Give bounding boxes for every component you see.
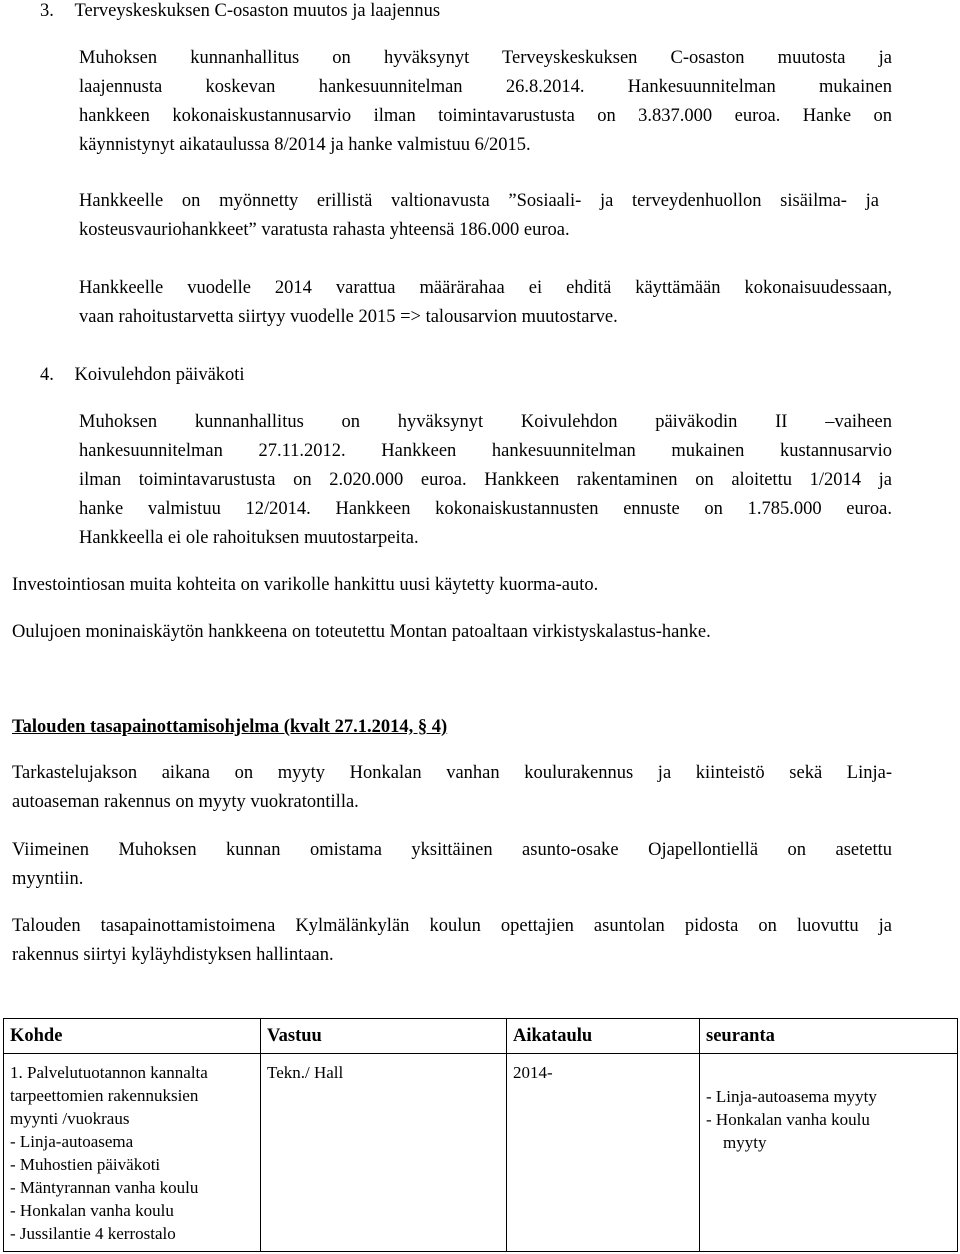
kohde-line: - Mäntyrannan vanha koulu <box>10 1178 199 1197</box>
text-line: käynnistynyt aikataulussa 8/2014 ja hanke valmistuu 6/2015. <box>79 135 531 155</box>
section-4-title: Koivulehdon päiväkoti <box>74 365 245 385</box>
cell-seuranta <box>700 1054 958 1252</box>
text-line: Hankkeelle on myönnetty erillistä valtionavusta ”Sosiaali- ja terveydenhuollon sisäilma- ja <box>79 191 879 211</box>
text-line: hankesuunnitelman 27.11.2012. Hankkeen hankesuunnitelman mukainen kustannusarvio <box>79 441 892 461</box>
table-header-row <box>4 1019 958 1054</box>
text-line: hankkeen kokonaiskustannusarvio ilman toimintavarustusta on 3.837.000 euroa. Hanke on <box>79 106 892 126</box>
aikataulu-value: 2014- <box>513 1063 553 1082</box>
kohde-line: - Honkalan vanha koulu <box>10 1201 174 1220</box>
header-vastuu: Vastuu <box>261 1019 507 1054</box>
text-line: vaan rahoitustarvetta siirtyy vuodelle 2015 => talousarvion muutostarve. <box>79 307 618 327</box>
text-line: hanke valmistuu 12/2014. Hankkeen kokonaiskustannusten ennuste on 1.785.000 euroa. <box>79 499 892 519</box>
text-line: laajennusta koskevan hankesuunnitelman 26.8.2014. Hankesuunnitelman mukainen <box>79 77 892 97</box>
text-line: Tarkastelujakson aikana on myyty Honkalan vanhan koulurakennus ja kiinteistö sekä Linja- <box>12 763 892 783</box>
cell-aikataulu <box>507 1054 700 1252</box>
investointi-paragraph: Investointiosan muita kohteita on varikolle hankittu uusi käytetty kuorma-auto. <box>12 575 599 595</box>
text-line: Hankkeelle vuodelle 2014 varattua määrärahaa ei ehditä käyttämään kokonaisuudessaan, <box>79 278 892 298</box>
text-line: Muhoksen kunnanhallitus on hyväksynyt Terveyskeskuksen C-osaston muutosta ja <box>79 48 892 68</box>
text-line: Muhoksen kunnanhallitus on hyväksynyt Koivulehdon päiväkodin II –vaiheen <box>79 412 892 432</box>
text-line: Hankkeella ei ole rahoituksen muutostarpeita. <box>79 528 419 548</box>
kohde-line: tarpeettomien rakennuksien <box>10 1086 199 1105</box>
text-line: myyntiin. <box>12 869 84 889</box>
section-3-paragraph-1 <box>79 44 892 160</box>
talous-heading: Talouden tasapainottamisohjelma (kvalt 27.1.2014, § 4) <box>12 717 448 737</box>
cell-vastuu <box>261 1054 507 1252</box>
section-3-paragraph-2 <box>79 187 879 245</box>
oulujoen-paragraph: Oulujoen moninaiskäytön hankkeena on toteutettu Montan patoaltaan virkistyskalastus-hanke. <box>12 622 711 642</box>
kohde-line: - Linja-autoasema <box>10 1132 134 1151</box>
section-3-number: 3. <box>40 1 54 21</box>
kohde-line: 1. Palvelutuotannon kannalta <box>10 1063 208 1082</box>
kohde-line: - Jussilantie 4 kerrostalo <box>10 1224 176 1243</box>
seuranta-line: myyty <box>723 1133 767 1152</box>
section-3-paragraph-3 <box>79 274 892 332</box>
cell-kohde <box>4 1054 261 1252</box>
text-line: kosteusvauriohankkeet” varatusta rahasta yhteensä 186.000 euroa. <box>79 220 570 240</box>
header-seuranta: seuranta <box>700 1019 958 1054</box>
text-line: Talouden tasapainottamistoimena Kylmälänkylän koulun opettajien asuntolan pidosta on luovuttu ja <box>12 916 892 936</box>
header-aikataulu: Aikataulu <box>507 1019 700 1054</box>
talous-paragraph-1 <box>12 759 892 817</box>
seuranta-line: - Linja-autoasema myyty <box>706 1087 877 1106</box>
text-line: autoaseman rakennus on myyty vuokratontilla. <box>12 792 359 812</box>
section-4-number: 4. <box>40 365 54 385</box>
talous-paragraph-2 <box>12 836 892 894</box>
kohde-line: - Muhostien päiväkoti <box>10 1155 161 1174</box>
kohde-line: myynti /vuokraus <box>10 1109 130 1128</box>
text-line: ilman toimintavarustusta on 2.020.000 euroa. Hankkeen rakentaminen on aloitettu 1/2014 ja <box>79 470 892 490</box>
seuranta-line: - Honkalan vanha koulu <box>706 1110 870 1129</box>
text-line: Viimeinen Muhoksen kunnan omistama yksittäinen asunto-osake Ojapellontiellä on asetettu <box>12 840 892 860</box>
section-4-paragraph-1 <box>79 408 892 553</box>
header-kohde: Kohde <box>4 1019 261 1054</box>
vastuu-value: Tekn./ Hall <box>267 1063 344 1082</box>
section-3-title: Terveyskeskuksen C-osaston muutos ja laajennus <box>74 1 441 21</box>
table-row <box>4 1054 958 1252</box>
text-line: rakennus siirtyi kyläyhdistyksen hallintaan. <box>12 945 334 965</box>
section-3-heading <box>40 0 440 26</box>
talous-paragraph-3 <box>12 912 892 970</box>
follow-up-table <box>3 1018 958 1252</box>
section-4-heading <box>40 361 245 390</box>
